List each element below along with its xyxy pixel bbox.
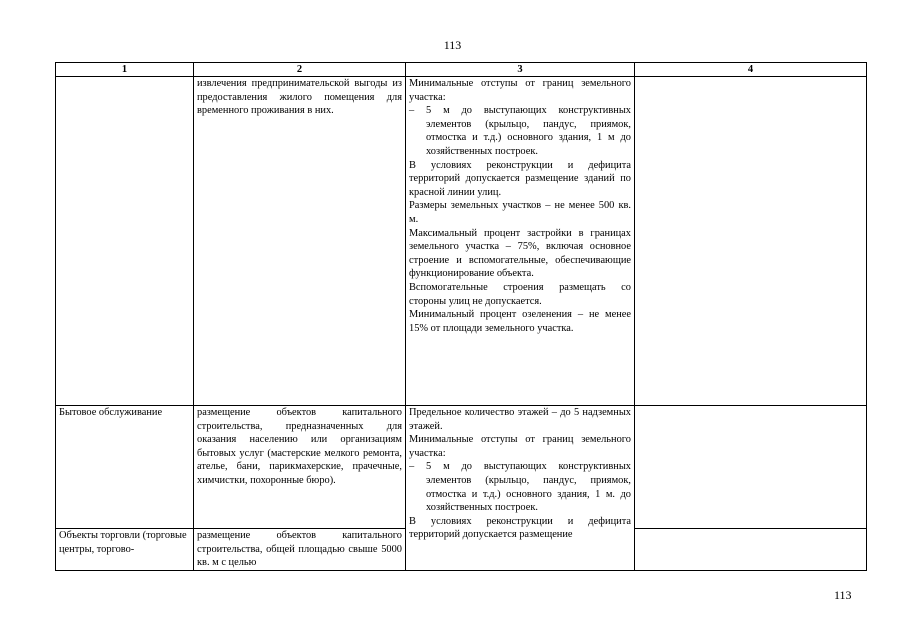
- row3-description-text: размещение объектов капитального строительства, общей площадью свыше 5000 кв. м с целью: [197, 530, 402, 569]
- row3-type-cell: [56, 529, 194, 571]
- header-col-2: 2: [194, 63, 406, 77]
- table-header-row: [56, 63, 867, 77]
- row1-plot-size-text: Размеры земельных участков – не менее 500 кв. м.: [409, 200, 631, 225]
- table-row: [56, 77, 867, 406]
- row2-floors-text: Предельное количество этажей – до 5 надземных этажей.: [409, 407, 631, 432]
- row1-auxiliary-text: Вспомогательные строения размещать со стороны улиц не допускается.: [409, 281, 631, 307]
- row1-greening-text: Минимальный процент озеленения – не менее 15% от площади земельного участка.: [409, 309, 631, 334]
- header-col-4: 4: [635, 63, 867, 77]
- row1-notes-cell: [635, 77, 867, 406]
- row2-parameters-cell: [406, 406, 635, 571]
- zoning-table: [55, 62, 867, 571]
- page-number-top: 113: [443, 38, 462, 52]
- row2-setbacks-list: [409, 460, 631, 514]
- row2-setbacks-text: Минимальные отступы от границ земельного участка:: [409, 434, 631, 459]
- row3-type-text: Объекты торговли (торговые центры, торгово-: [59, 530, 187, 555]
- page-number-bottom: 113: [834, 588, 852, 602]
- row2-description-cell: размещение объектов капитального строительства, предназначенных для оказания населению или организациям бытовых услуг (мастерские мелкого ремонта, ателье, бани, парикмахерские, прачечные, химчистки, похоронные бюро).: [194, 406, 406, 529]
- table-row: [56, 406, 867, 529]
- row1-setbacks-list: [409, 104, 631, 158]
- row2-type-cell: Бытовое обслуживание: [56, 406, 194, 529]
- row1-parameters-cell: [406, 77, 635, 406]
- row3-description-cell: [194, 529, 406, 571]
- row1-type-cell: [56, 77, 194, 406]
- header-col-3: 3: [406, 63, 635, 77]
- row1-coverage-text: Максимальный процент застройки в границах земельного участка – 75%, включая основное строение и вспомогательные, обеспечивающие функционирование объекта.: [409, 227, 631, 280]
- row3-notes-cell: [635, 529, 867, 571]
- row2-parameters-content: [409, 406, 631, 570]
- row1-reconstruction-text: В условиях реконструкции и дефицита территорий допускается размещение зданий по красной линии улиц.: [409, 159, 631, 198]
- row1-description-cell: извлечения предпринимательской выгоды из предоставления жилого помещения для временного проживания в них.: [194, 77, 406, 406]
- header-col-1: 1: [56, 63, 194, 77]
- list-item: – 5 м до выступающих конструктивных элементов (крыльцо, пандус, приямок, отмостка и т.д.) основного здания, 1 м. до хозяйственных построек.: [409, 460, 631, 514]
- row2-reconstruction-text: В условиях реконструкции и дефицита территорий допускается размещение: [409, 515, 631, 541]
- row2-notes-cell: [635, 406, 867, 529]
- row1-setbacks-text: Минимальные отступы от границ земельного участка:: [409, 78, 631, 103]
- list-item: – 5 м до выступающих конструктивных элементов (крыльцо, пандус, приямок, отмостка и т.д.) основного здания, 1 м до хозяйственных построек.: [409, 104, 631, 158]
